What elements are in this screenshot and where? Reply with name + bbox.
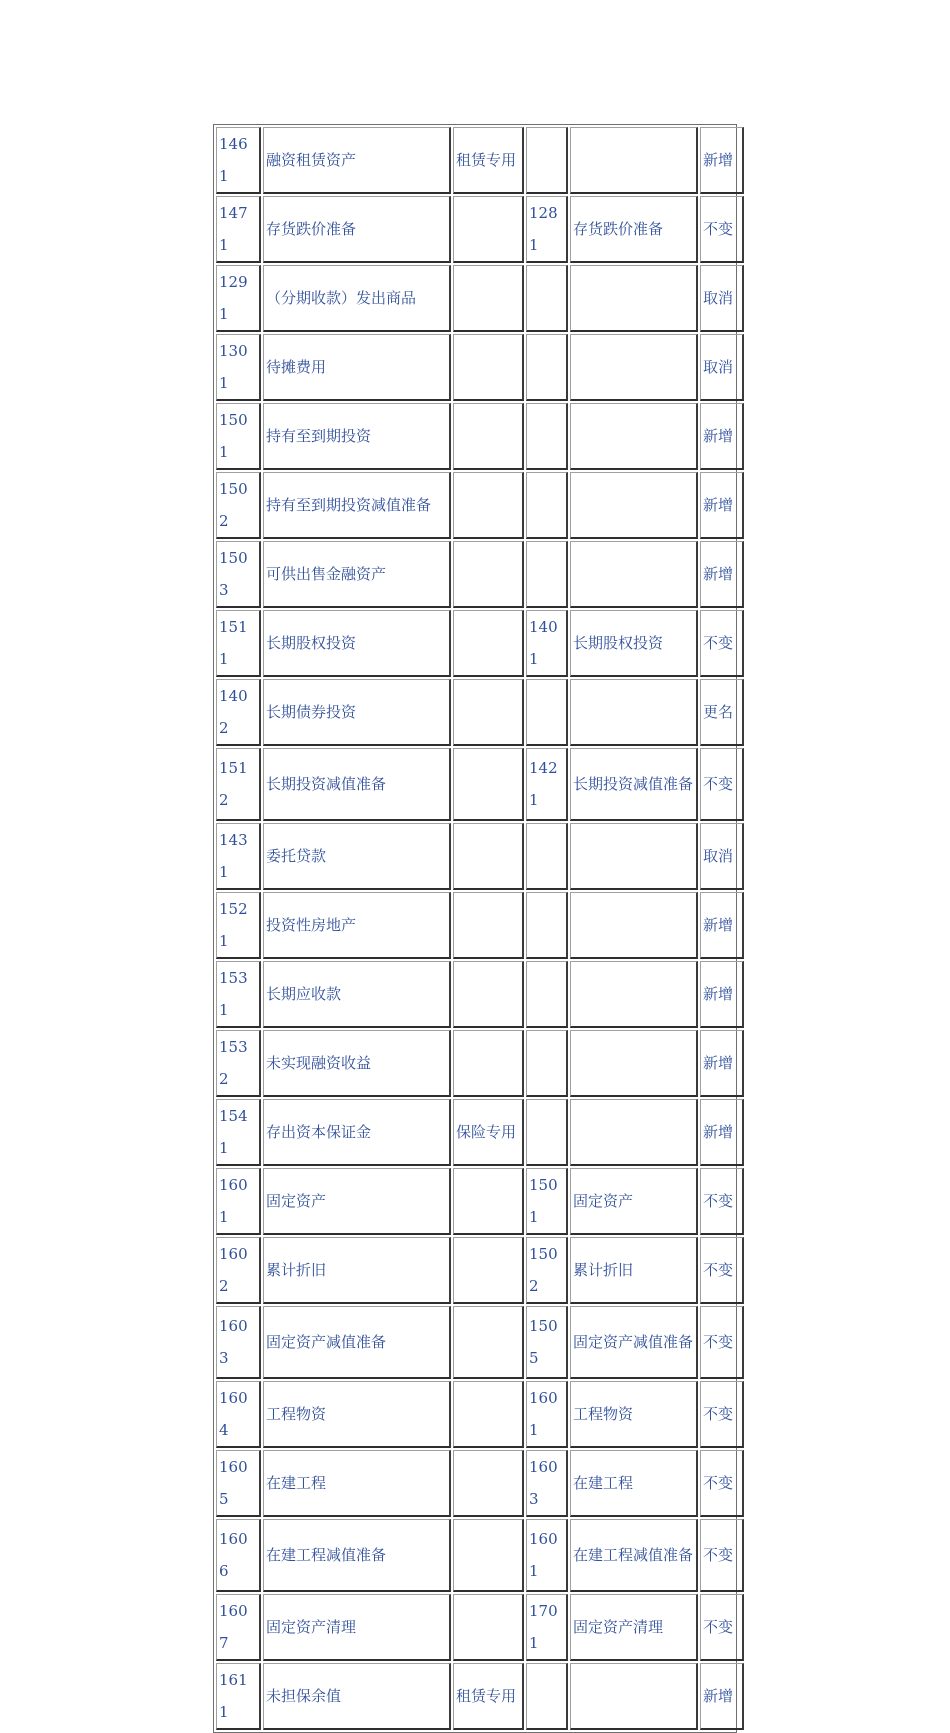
note-cell xyxy=(453,823,524,890)
new-code-cell: 1512 xyxy=(216,748,261,821)
note-cell xyxy=(453,1168,524,1235)
old-code-cell xyxy=(526,127,568,194)
old-name-cell xyxy=(570,1099,698,1166)
status-cell: 取消 xyxy=(700,265,744,332)
table-row xyxy=(216,1237,744,1304)
new-code-cell: 1471 xyxy=(216,196,261,263)
old-code-cell: 1401 xyxy=(526,610,568,677)
old-name-cell: 累计折旧 xyxy=(570,1237,698,1304)
new-name-cell: 未担保余值 xyxy=(263,1663,451,1730)
old-name-cell xyxy=(570,961,698,1028)
note-cell: 保险专用 xyxy=(453,1099,524,1166)
old-name-cell xyxy=(570,679,698,746)
note-cell xyxy=(453,610,524,677)
status-cell: 新增 xyxy=(700,1030,744,1097)
new-name-cell: 固定资产 xyxy=(263,1168,451,1235)
status-cell: 取消 xyxy=(700,823,744,890)
old-name-cell xyxy=(570,472,698,539)
table-row xyxy=(216,1594,744,1661)
status-cell: 更名 xyxy=(700,679,744,746)
old-name-cell: 在建工程减值准备 xyxy=(570,1519,698,1592)
status-cell: 不变 xyxy=(700,1168,744,1235)
new-name-cell: 固定资产清理 xyxy=(263,1594,451,1661)
old-code-cell xyxy=(526,1030,568,1097)
new-code-cell: 1402 xyxy=(216,679,261,746)
status-cell: 不变 xyxy=(700,1306,744,1379)
note-cell xyxy=(453,892,524,959)
table-row xyxy=(216,748,744,821)
note-cell xyxy=(453,265,524,332)
old-code-cell xyxy=(526,541,568,608)
note-cell xyxy=(453,541,524,608)
new-code-cell: 1541 xyxy=(216,1099,261,1166)
table-row xyxy=(216,1306,744,1379)
old-name-cell xyxy=(570,823,698,890)
account-code-table xyxy=(214,125,746,1732)
new-code-cell: 1607 xyxy=(216,1594,261,1661)
new-name-cell: 待摊费用 xyxy=(263,334,451,401)
note-cell xyxy=(453,1237,524,1304)
new-code-cell: 1501 xyxy=(216,403,261,470)
table-row xyxy=(216,127,744,194)
new-name-cell: （分期收款）发出商品 xyxy=(263,265,451,332)
status-cell: 不变 xyxy=(700,196,744,263)
new-code-cell: 1521 xyxy=(216,892,261,959)
new-name-cell: 累计折旧 xyxy=(263,1237,451,1304)
old-name-cell xyxy=(570,1663,698,1730)
old-name-cell: 固定资产 xyxy=(570,1168,698,1235)
status-cell: 不变 xyxy=(700,748,744,821)
status-cell: 新增 xyxy=(700,1099,744,1166)
old-code-cell: 1701 xyxy=(526,1594,568,1661)
note-cell xyxy=(453,403,524,470)
old-code-cell: 1601 xyxy=(526,1381,568,1448)
new-code-cell: 1461 xyxy=(216,127,261,194)
old-name-cell xyxy=(570,403,698,470)
old-code-cell: 1601 xyxy=(526,1519,568,1592)
old-name-cell: 工程物资 xyxy=(570,1381,698,1448)
note-cell: 租赁专用 xyxy=(453,1663,524,1730)
table-row xyxy=(216,403,744,470)
old-code-cell xyxy=(526,1663,568,1730)
old-name-cell: 固定资产清理 xyxy=(570,1594,698,1661)
new-name-cell: 在建工程 xyxy=(263,1450,451,1517)
old-code-cell xyxy=(526,403,568,470)
note-cell xyxy=(453,196,524,263)
new-code-cell: 1431 xyxy=(216,823,261,890)
new-code-cell: 1605 xyxy=(216,1450,261,1517)
new-code-cell: 1511 xyxy=(216,610,261,677)
new-code-cell: 1532 xyxy=(216,1030,261,1097)
new-code-cell: 1531 xyxy=(216,961,261,1028)
note-cell xyxy=(453,679,524,746)
new-code-cell: 1606 xyxy=(216,1519,261,1592)
note-cell xyxy=(453,961,524,1028)
note-cell: 租赁专用 xyxy=(453,127,524,194)
status-cell: 新增 xyxy=(700,1663,744,1730)
old-code-cell xyxy=(526,961,568,1028)
note-cell xyxy=(453,748,524,821)
new-name-cell: 在建工程减值准备 xyxy=(263,1519,451,1592)
table-row xyxy=(216,472,744,539)
table-row xyxy=(216,334,744,401)
status-cell: 不变 xyxy=(700,1237,744,1304)
new-code-cell: 1503 xyxy=(216,541,261,608)
old-name-cell xyxy=(570,541,698,608)
old-code-cell xyxy=(526,334,568,401)
table-row xyxy=(216,1168,744,1235)
new-name-cell: 融资租赁资产 xyxy=(263,127,451,194)
new-name-cell: 投资性房地产 xyxy=(263,892,451,959)
status-cell: 新增 xyxy=(700,403,744,470)
table-row xyxy=(216,1381,744,1448)
table-row xyxy=(216,196,744,263)
table-body xyxy=(216,127,744,1730)
old-name-cell xyxy=(570,892,698,959)
old-name-cell xyxy=(570,1030,698,1097)
note-cell xyxy=(453,1030,524,1097)
status-cell: 不变 xyxy=(700,1519,744,1592)
note-cell xyxy=(453,1306,524,1379)
new-name-cell: 长期投资减值准备 xyxy=(263,748,451,821)
new-code-cell: 1301 xyxy=(216,334,261,401)
old-code-cell xyxy=(526,823,568,890)
new-name-cell: 固定资产减值准备 xyxy=(263,1306,451,1379)
old-code-cell xyxy=(526,472,568,539)
status-cell: 新增 xyxy=(700,892,744,959)
old-name-cell: 长期股权投资 xyxy=(570,610,698,677)
new-code-cell: 1291 xyxy=(216,265,261,332)
status-cell: 新增 xyxy=(700,472,744,539)
table-row xyxy=(216,892,744,959)
table-row xyxy=(216,1099,744,1166)
new-name-cell: 工程物资 xyxy=(263,1381,451,1448)
old-name-cell: 存货跌价准备 xyxy=(570,196,698,263)
new-name-cell: 存货跌价准备 xyxy=(263,196,451,263)
table-row xyxy=(216,1519,744,1592)
table-row xyxy=(216,823,744,890)
old-name-cell: 在建工程 xyxy=(570,1450,698,1517)
status-cell: 不变 xyxy=(700,1594,744,1661)
new-name-cell: 可供出售金融资产 xyxy=(263,541,451,608)
table-row xyxy=(216,1450,744,1517)
old-code-cell xyxy=(526,1099,568,1166)
new-name-cell: 长期股权投资 xyxy=(263,610,451,677)
new-name-cell: 未实现融资收益 xyxy=(263,1030,451,1097)
old-code-cell: 1501 xyxy=(526,1168,568,1235)
old-code-cell: 1281 xyxy=(526,196,568,263)
new-name-cell: 持有至到期投资 xyxy=(263,403,451,470)
new-name-cell: 存出资本保证金 xyxy=(263,1099,451,1166)
new-code-cell: 1601 xyxy=(216,1168,261,1235)
old-name-cell xyxy=(570,127,698,194)
table-row xyxy=(216,610,744,677)
old-code-cell xyxy=(526,892,568,959)
status-cell: 取消 xyxy=(700,334,744,401)
old-name-cell: 固定资产减值准备 xyxy=(570,1306,698,1379)
new-code-cell: 1502 xyxy=(216,472,261,539)
status-cell: 新增 xyxy=(700,541,744,608)
table-row xyxy=(216,961,744,1028)
table-row xyxy=(216,265,744,332)
status-cell: 不变 xyxy=(700,610,744,677)
old-code-cell xyxy=(526,265,568,332)
old-code-cell: 1502 xyxy=(526,1237,568,1304)
note-cell xyxy=(453,334,524,401)
old-code-cell: 1603 xyxy=(526,1450,568,1517)
old-name-cell: 长期投资减值准备 xyxy=(570,748,698,821)
old-code-cell xyxy=(526,679,568,746)
new-name-cell: 长期应收款 xyxy=(263,961,451,1028)
new-code-cell: 1603 xyxy=(216,1306,261,1379)
new-name-cell: 委托贷款 xyxy=(263,823,451,890)
old-code-cell: 1421 xyxy=(526,748,568,821)
note-cell xyxy=(453,1519,524,1592)
table-row xyxy=(216,1663,744,1730)
status-cell: 不变 xyxy=(700,1450,744,1517)
new-code-cell: 1602 xyxy=(216,1237,261,1304)
status-cell: 新增 xyxy=(700,961,744,1028)
note-cell xyxy=(453,1381,524,1448)
note-cell xyxy=(453,1594,524,1661)
note-cell xyxy=(453,472,524,539)
new-name-cell: 持有至到期投资减值准备 xyxy=(263,472,451,539)
note-cell xyxy=(453,1450,524,1517)
new-code-cell: 1604 xyxy=(216,1381,261,1448)
old-name-cell xyxy=(570,334,698,401)
new-name-cell: 长期债券投资 xyxy=(263,679,451,746)
new-code-cell: 1611 xyxy=(216,1663,261,1730)
table-row xyxy=(216,679,744,746)
status-cell: 不变 xyxy=(700,1381,744,1448)
old-code-cell: 1505 xyxy=(526,1306,568,1379)
account-table-container xyxy=(213,124,737,1733)
old-name-cell xyxy=(570,265,698,332)
table-row xyxy=(216,541,744,608)
status-cell: 新增 xyxy=(700,127,744,194)
table-row xyxy=(216,1030,744,1097)
